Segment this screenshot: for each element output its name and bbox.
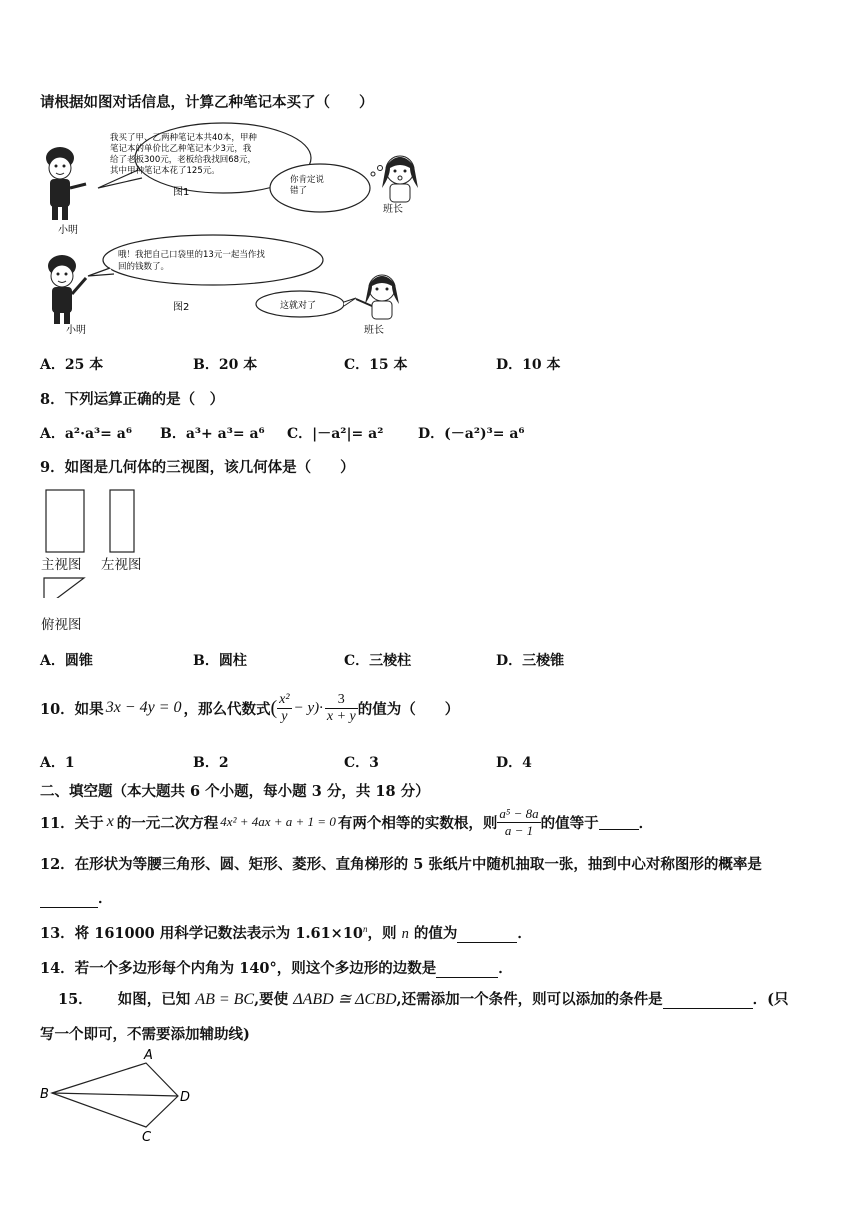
xiaoming-cartoon-2 <box>48 255 86 324</box>
monitor-cartoon-1 <box>382 156 418 202</box>
q9-stem: 9．如图是几何体的三视图，该几何体是（ ） <box>40 459 355 476</box>
q7-option-a: A．25 本 <box>40 357 104 373</box>
fig1-listener: 班长 <box>383 204 403 215</box>
q11-frac-num: a⁵ − 8a <box>499 805 539 821</box>
q11-answer-blank[interactable] <box>599 815 639 830</box>
q10-option-d: D．4 <box>496 755 532 771</box>
q10-frac1-den: y <box>281 708 288 724</box>
q10-frac2 <box>325 692 358 725</box>
point-a-label: A <box>144 1048 153 1063</box>
top-view-triangle <box>44 578 84 598</box>
fig2-line-2: 回的钱数了。 <box>118 262 170 272</box>
q7-dialog-figure <box>38 118 448 340</box>
q13-middle: ，则 <box>367 925 397 942</box>
q10-minus-y: − y)· <box>293 699 323 716</box>
q13-exp: n <box>363 924 368 935</box>
side-view-rect <box>110 490 134 552</box>
q14-text: 14．若一个多边形每个内角为 140°，则这个多边形的边数是 <box>40 960 437 977</box>
q10-suffix: 的值为（ ） <box>357 700 460 718</box>
fig1-line-4: 其中甲种笔记本花了125元。 <box>110 166 220 176</box>
q15-quadrilateral-figure <box>38 1045 198 1145</box>
q10-equation: 3x − 4y = 0 <box>105 699 182 716</box>
q11-stem: 11．关于 x 的一元二次方程 4x² + 4ax + a + 1 = 0 有两个相等的实数根，则 $\frac{\text{a⁵ − 8a}}{a - 1}$ 的值等于 ． <box>40 805 654 838</box>
q8-option-b: B．a³+ a³= a⁶ <box>160 426 265 442</box>
front-view-rect <box>46 490 84 552</box>
q11-equation: 4x² + 4ax + a + 1 = 0 <box>220 814 336 829</box>
front-view-label: 主视图 <box>41 557 82 573</box>
q8-option-d: D．(－a²)³= a⁶ <box>418 426 525 442</box>
q7-option-b: B．20 本 <box>193 357 258 373</box>
fig2-speech-bubble <box>103 235 323 285</box>
q11-frac-den: a − 1 <box>504 822 534 838</box>
q15-cond: AB = BC <box>195 991 255 1008</box>
q8-option-a: A．a²·a³= a⁶ <box>40 426 132 442</box>
q15-middle: ,要使 <box>254 991 289 1008</box>
q11-suffix: 的值等于 <box>540 814 599 832</box>
q15-prefix: 如图，已知 <box>117 991 191 1008</box>
fig2-speaker: 小明 <box>66 325 86 336</box>
q14-answer-blank[interactable] <box>436 963 498 978</box>
side-view-label: 左视图 <box>101 557 142 573</box>
section2-heading: 二、填空题（本大题共 6 个小题，每小题 3 分，共 18 分） <box>40 783 430 800</box>
fig1-line-3: 给了老板300元，老板给我找回68元， <box>110 155 257 165</box>
q7-stem: 请根据如图对话信息，计算乙种笔记本买了（ ） <box>40 94 374 111</box>
q10-option-b: B．2 <box>193 755 229 771</box>
q9-option-d: D．三棱锥 <box>496 653 565 669</box>
q11-middle: 的一元二次方程 <box>116 814 219 832</box>
three-view-drawing <box>40 486 160 598</box>
top-view-label: 俯视图 <box>41 617 82 633</box>
q7-option-c: C．15 本 <box>344 357 408 373</box>
fig1-line-2: 笔记本的单价比乙种笔记本少3元，我 <box>110 144 252 154</box>
q15-tail: ．(只 <box>752 991 789 1008</box>
fig1-reply-line-2: 错了 <box>290 186 308 196</box>
fig1-reply-line-1: 你肯定说 <box>290 175 325 185</box>
q10-frac1 <box>277 692 291 725</box>
fig1-reply-cloud <box>270 164 370 212</box>
q15-congruence: ΔABD ≅ ΔCBD <box>293 991 397 1008</box>
q15-num: 15． <box>58 991 93 1008</box>
q10-frac2-den: x + y <box>326 708 356 724</box>
q11-frac <box>497 806 540 839</box>
q11-var: x <box>106 813 114 830</box>
xiaoming-cartoon-1 <box>46 147 86 220</box>
q10-prefix: 10．如果 <box>40 700 104 718</box>
point-b-label: B <box>40 1087 49 1102</box>
q15-line2: 写一个即可，不需要添加辅助线) <box>40 1026 250 1043</box>
q13-stem: 13．将 161000 用科学记数法表示为 $1.61\times 10^n$，则 n 的值为 ． <box>40 924 532 942</box>
fig2-line-1: 哦！我把自己口袋里的13元一起当作找 <box>118 250 265 260</box>
q10-frac2-num: 3 <box>325 692 358 709</box>
q11-middle2: 有两个相等的实数根，则 <box>337 814 498 832</box>
q11-prefix: 11．关于 <box>40 814 104 832</box>
diagonal-bd <box>52 1093 178 1096</box>
q12-answer-blank[interactable] <box>40 893 98 908</box>
q12-blank-line: ． <box>40 887 113 908</box>
q10-stem: 10．如果 3x − 4y = 0 ，那么代数式 ( $\frac{\text{x²}}{y}$ − y)· $\frac{3}{x + y}$ 的值为（ ） <box>40 691 460 724</box>
monitor-cartoon-2 <box>356 275 399 319</box>
q12-text: 12．在形状为等腰三角形、圆、矩形、菱形、直角梯形的 5 张纸片中随机抽取一张，抽到中心对称图形的概率是 <box>40 856 762 873</box>
q15-suffix: ,还需添加一个条件，则可以添加的条件是 <box>396 991 663 1008</box>
q8-stem: 8．下列运算正确的是（ ） <box>40 391 225 408</box>
q10-frac1-num: x² <box>279 691 290 707</box>
fig2-reply: 这就对了 <box>280 301 317 311</box>
fig2-caption: 图2 <box>173 302 190 313</box>
q13-answer-blank[interactable] <box>457 928 517 943</box>
q14-stem: 14．若一个多边形每个内角为 140°，则这个多边形的边数是 ． <box>40 960 513 977</box>
point-c-label: C <box>142 1130 152 1145</box>
q7-option-d: D．10 本 <box>496 357 561 373</box>
point-d-label: D <box>180 1090 191 1105</box>
fig2-listener: 班长 <box>364 325 384 336</box>
fig1-speaker: 小明 <box>58 225 78 236</box>
q13-suffix: 的值为 <box>413 925 458 942</box>
q10-option-c: C．3 <box>344 755 379 771</box>
q8-option-c: C．|－a²|= a² <box>287 426 384 442</box>
q13-prefix: 13．将 161000 用科学记数法表示为 1.61×10 <box>40 925 363 942</box>
q10-middle: ，那么代数式 <box>183 700 271 718</box>
q15-stem <box>58 988 788 1009</box>
fig1-caption: 图1 <box>173 187 190 198</box>
q13-var: n <box>401 926 409 942</box>
fig1-line-1: 我买了甲、乙两种笔记本共40本，甲种 <box>110 133 257 143</box>
q9-option-a: A．圆锥 <box>40 653 93 669</box>
q15-answer-blank[interactable] <box>663 994 753 1009</box>
q9-option-b: B．圆柱 <box>193 653 247 669</box>
q9-option-c: C．三棱柱 <box>344 653 412 669</box>
q10-option-a: A．1 <box>40 755 75 771</box>
